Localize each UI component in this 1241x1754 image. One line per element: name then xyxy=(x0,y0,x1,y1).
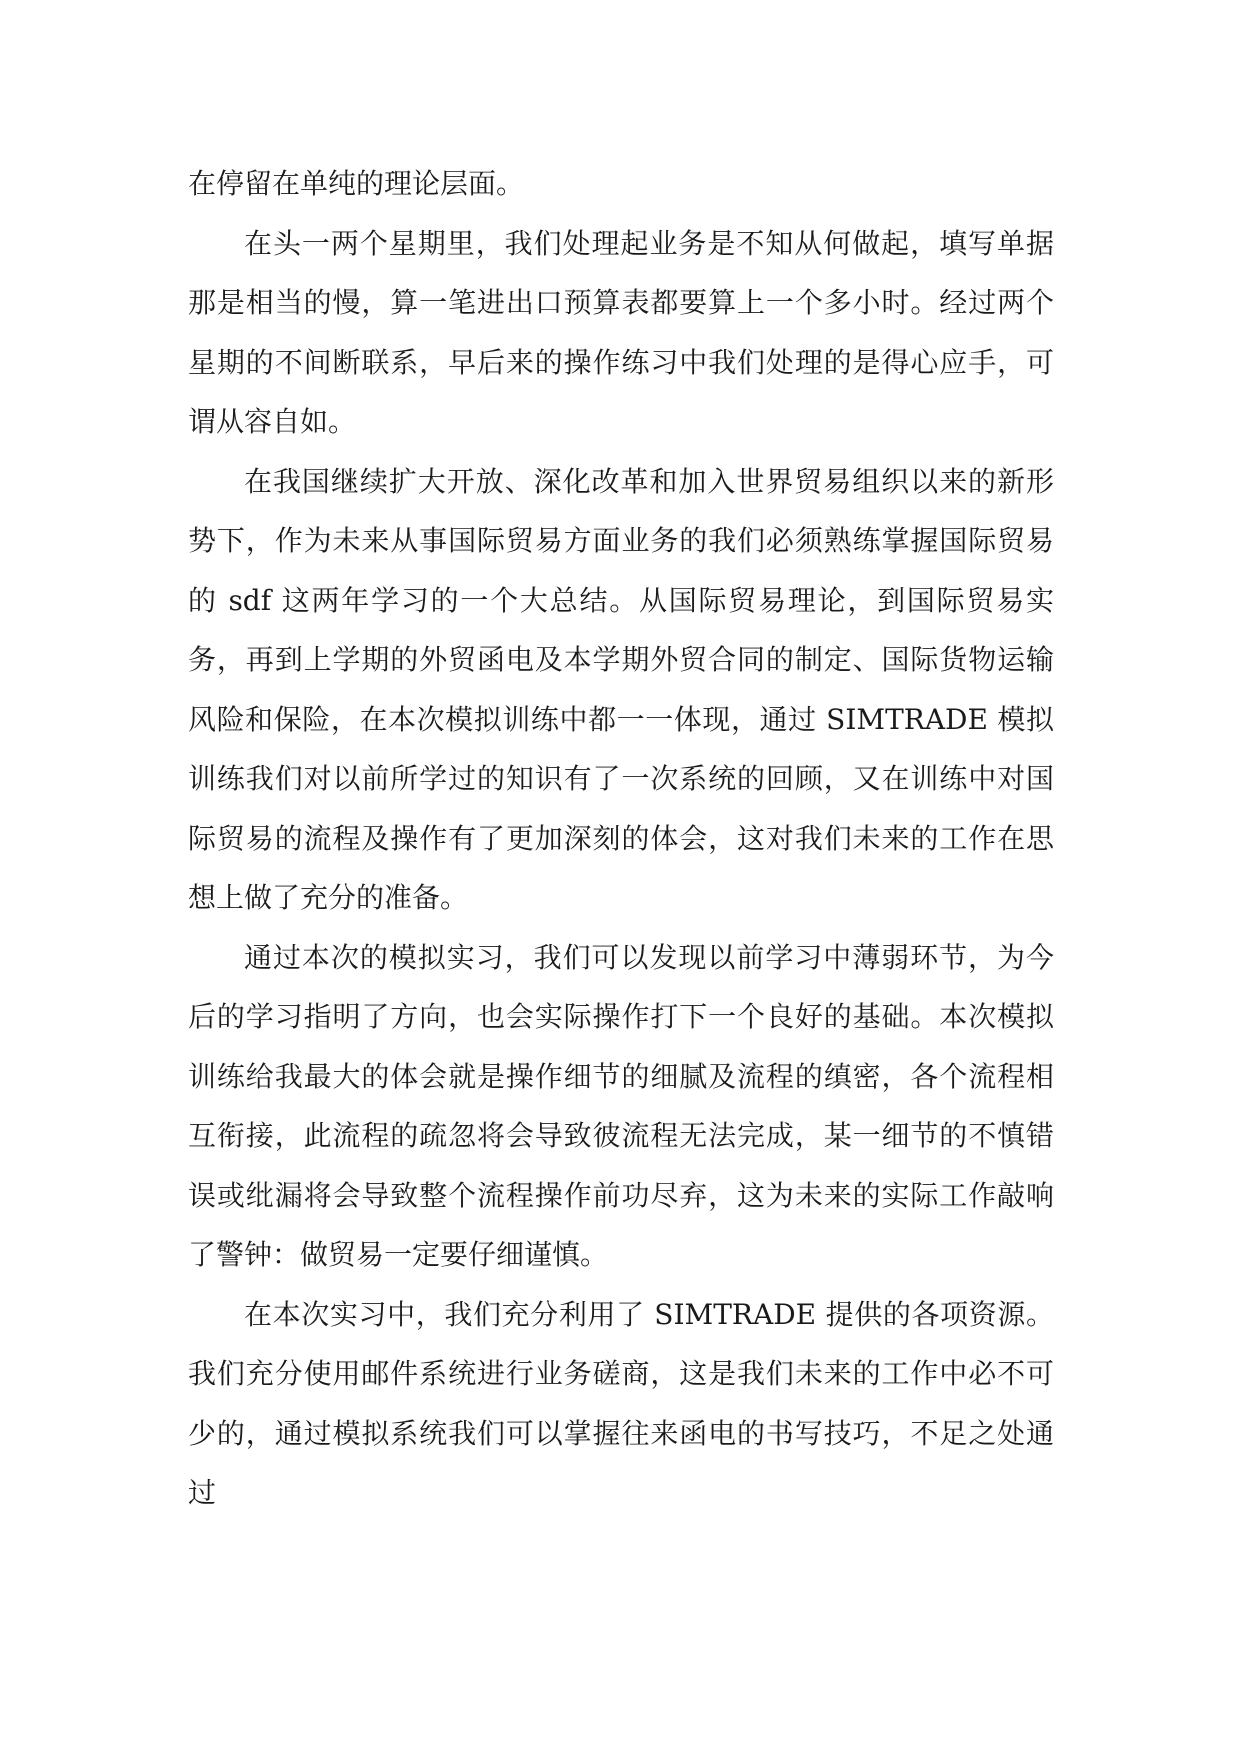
document-body xyxy=(188,154,1054,1523)
paragraph-2: 在头一两个星期里，我们处理起业务是不知从何做起，填写单据那是相当的慢，算一笔进出口预算表都要算上一个多小时。经过两个星期的不间断联系，早后来的操作练习中我们处理的是得心应手，可谓从容自如。 xyxy=(188,226,1054,438)
paragraph-4: 通过本次的模拟实习，我们可以发现以前学习中薄弱环节，为今后的学习指明了方向，也会实际操作打下一个良好的基础。本次模拟训练给我最大的体会就是操作细节的细腻及流程的缜密，各个流程相互衔接，此流程的疏忽将会导致彼流程无法完成，某一细节的不慎错误或纰漏将会导致整个流程操作前功尽弃，这为未来的实际工作敲响了警钟：做贸易一定要仔细谨慎。 xyxy=(188,940,1054,1271)
paragraph-1: 在停留在单纯的理论层面。 xyxy=(188,167,525,200)
paragraph-5: 在本次实习中，我们充分利用了 SIMTRADE 提供的各项资源。我们充分使用邮件系统进行业务磋商，这是我们未来的工作中必不可少的，通过模拟系统我们可以掌握往来函电的书写技巧，不足之处通过 xyxy=(188,1297,1054,1509)
paragraph-3: 在我国继续扩大开放、深化改革和加入世界贸易组织以来的新形势下，作为未来从事国际贸易方面业务的我们必须熟练掌握国际贸易的 sdf 这两年学习的一个大总结。从国际贸易理论，到国际贸易实务，再到上学期的外贸函电及本学期外贸合同的制定、国际货物运输风险和保险，在本次模拟训练中都一一体现，通过 SIMTRADE 模拟训练我们对以前所学过的知识有了一次系统的回顾，又在训练中对国际贸易的流程及操作有了更加深刻的体会，这对我们未来的工作在思想上做了充分的准备。 xyxy=(188,464,1054,914)
